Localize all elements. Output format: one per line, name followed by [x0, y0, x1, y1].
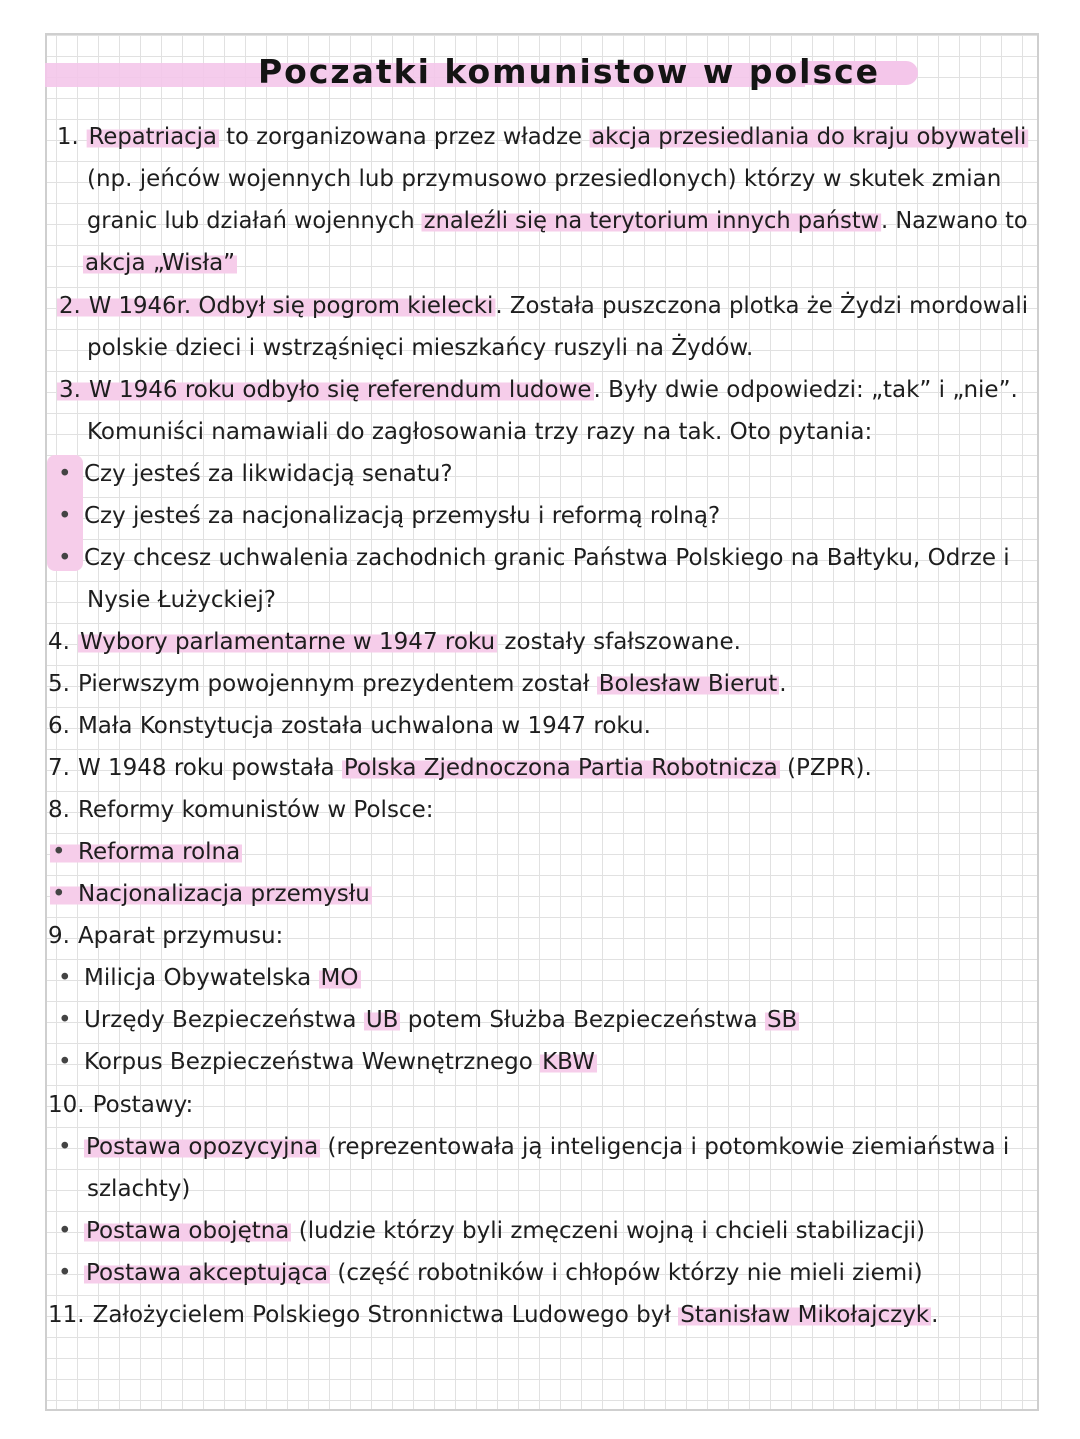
- item-3-question-1: [58, 453, 453, 495]
- page-title: Poczatki komunistow w polsce: [258, 52, 881, 91]
- text: potem Służba Bezpieczeństwa: [400, 1007, 765, 1033]
- item-3-line-1: [57, 369, 1018, 411]
- highlight: Postawa akceptująca: [86, 1260, 329, 1286]
- item-number: 2.: [58, 293, 81, 319]
- text: Czy jesteś za likwidacją senatu?: [84, 461, 453, 487]
- text: . Nazwano to: [881, 208, 1028, 234]
- text: Aparat przymusu:: [77, 923, 284, 949]
- item-10: [48, 1084, 193, 1126]
- highlight: znaleźli się na terytorium innych państw: [423, 208, 880, 234]
- item-3-question-3: [58, 537, 1010, 579]
- item-number: 8.: [48, 797, 70, 823]
- highlight: KBW: [542, 1049, 595, 1075]
- item-3-question-3-cont: Nysie Łużyckiej?: [87, 587, 276, 613]
- item-number: 6.: [48, 713, 70, 739]
- item-number: 11.: [48, 1302, 85, 1328]
- item-number: 1.: [57, 124, 79, 150]
- bullet-icon: •: [58, 461, 72, 487]
- highlight: akcja „Wisła”: [85, 250, 236, 276]
- bullet-icon: •: [58, 1260, 72, 1286]
- text: Mała Konstytucja została uchwalona w 1947 roku.: [77, 713, 651, 739]
- highlight: [50, 881, 372, 907]
- item-8-bullet-2: [50, 873, 372, 915]
- text: (PZPR).: [779, 755, 872, 781]
- text: .: [779, 671, 787, 697]
- text: (część robotników i chłopów którzy nie mieli ziemi): [330, 1260, 923, 1286]
- text: W 1948 roku powstała: [77, 755, 342, 781]
- highlight-text: Reforma rolna: [78, 839, 241, 865]
- item-number: 7.: [48, 755, 70, 781]
- highlight: Postawa obojętna: [86, 1218, 290, 1244]
- highlight: akcja przesiedlania do kraju obywateli: [591, 124, 1027, 150]
- highlight-text: Nacjonalizacja przemysłu: [78, 881, 370, 907]
- text: .: [931, 1302, 939, 1328]
- item-7: [48, 747, 872, 789]
- bullet-icon: •: [58, 1134, 72, 1160]
- item-10-bullet-3: [58, 1252, 923, 1294]
- item-1-line-3: [87, 200, 1028, 242]
- bullet-icon: •: [58, 965, 72, 991]
- bullet-icon: •: [52, 839, 66, 865]
- highlight: MO: [320, 965, 359, 991]
- highlight: Stanisław Mikołajczyk: [680, 1302, 930, 1328]
- item-2-line-2: polskie dzieci i wstrząśnięci mieszkańcy ruszyli na Żydów.: [87, 335, 754, 361]
- item-1-line-2: (np. jeńców wojennych lub przymusowo przesiedlonych) którzy w skutek zmian: [87, 166, 1002, 192]
- item-3-line-2: Komuniści namawiali do zagłosowania trzy razy na tak. Oto pytania:: [87, 419, 873, 445]
- item-2-line-1: [57, 285, 1028, 327]
- highlight-text: W 1946 roku odbyło się referendum ludowe: [88, 377, 592, 403]
- highlight: SB: [766, 1007, 798, 1033]
- item-8-bullet-1: [50, 831, 242, 873]
- item-4: [48, 621, 741, 663]
- text: to zorganizowana przez władze: [218, 124, 590, 150]
- highlight: Wybory parlamentarne w 1947 roku: [79, 629, 496, 655]
- highlight: Postawa opozycyjna: [86, 1134, 319, 1160]
- highlight: [57, 293, 495, 319]
- item-3-question-2: [58, 495, 720, 537]
- highlight: Polska Zjednoczona Partia Robotnicza: [343, 755, 778, 781]
- item-10-bullet-1-cont: szlachty): [87, 1176, 191, 1202]
- text: Urzędy Bezpieczeństwa: [84, 1007, 364, 1033]
- item-9: [48, 915, 283, 957]
- highlight-text: W 1946r. Odbył się pogrom kielecki: [88, 293, 494, 319]
- item-5: [48, 663, 787, 705]
- item-9-bullet-1: [58, 957, 361, 999]
- item-9-bullet-3: [58, 1041, 597, 1083]
- highlight: UB: [365, 1007, 399, 1033]
- item-10-bullet-2: [58, 1210, 925, 1252]
- bullet-icon: •: [58, 545, 72, 571]
- item-11: [48, 1294, 938, 1336]
- item-number: 10.: [48, 1092, 85, 1118]
- text: Pierwszym powojennym prezydentem został: [77, 671, 597, 697]
- highlight: [50, 839, 242, 865]
- bullet-icon: •: [58, 503, 72, 529]
- item-9-bullet-2: [58, 999, 799, 1041]
- highlight: Bolesław Bierut: [598, 671, 778, 697]
- highlight: Repatriacja: [88, 124, 217, 150]
- text: (ludzie którzy byli zmęczeni wojną i chcieli stabilizacji): [291, 1218, 926, 1244]
- text: Założycielem Polskiego Stronnictwa Ludowego był: [92, 1302, 679, 1328]
- bullet-icon: •: [52, 881, 66, 907]
- bullet-icon: •: [58, 1049, 72, 1075]
- item-number: 4.: [48, 629, 70, 655]
- item-number: 9.: [48, 923, 70, 949]
- text: Milicja Obywatelska: [84, 965, 319, 991]
- text: zostały sfałszowane.: [497, 629, 741, 655]
- item-number: 5.: [48, 671, 70, 697]
- text: Czy chcesz uchwalenia zachodnich granic Państwa Polskiego na Bałtyku, Odrze i: [84, 545, 1010, 571]
- text: . Były dwie odpowiedzi: „tak” i „nie”.: [593, 377, 1018, 403]
- item-10-bullet-1: [58, 1126, 1009, 1168]
- item-6: [48, 705, 651, 747]
- bullet-icon: •: [58, 1218, 72, 1244]
- highlight: [57, 377, 594, 403]
- bullet-icon: •: [58, 1007, 72, 1033]
- text: Postawy:: [92, 1092, 194, 1118]
- text: Reformy komunistów w Polsce:: [77, 797, 434, 823]
- text: granic lub działań wojennych: [87, 208, 422, 234]
- item-1-line-1: [57, 116, 1028, 158]
- text: Korpus Bezpieczeństwa Wewnętrznego: [84, 1049, 541, 1075]
- item-1-line-4: [83, 242, 237, 284]
- item-8: [48, 789, 433, 831]
- text: Czy jesteś za nacjonalizacją przemysłu i reformą rolną?: [84, 503, 721, 529]
- text: (reprezentowała ją inteligencja i potomkowie ziemiaństwa i: [320, 1134, 1010, 1160]
- item-number: 3.: [59, 377, 81, 403]
- text: . Została puszczona plotka że Żydzi mordowali: [495, 293, 1029, 319]
